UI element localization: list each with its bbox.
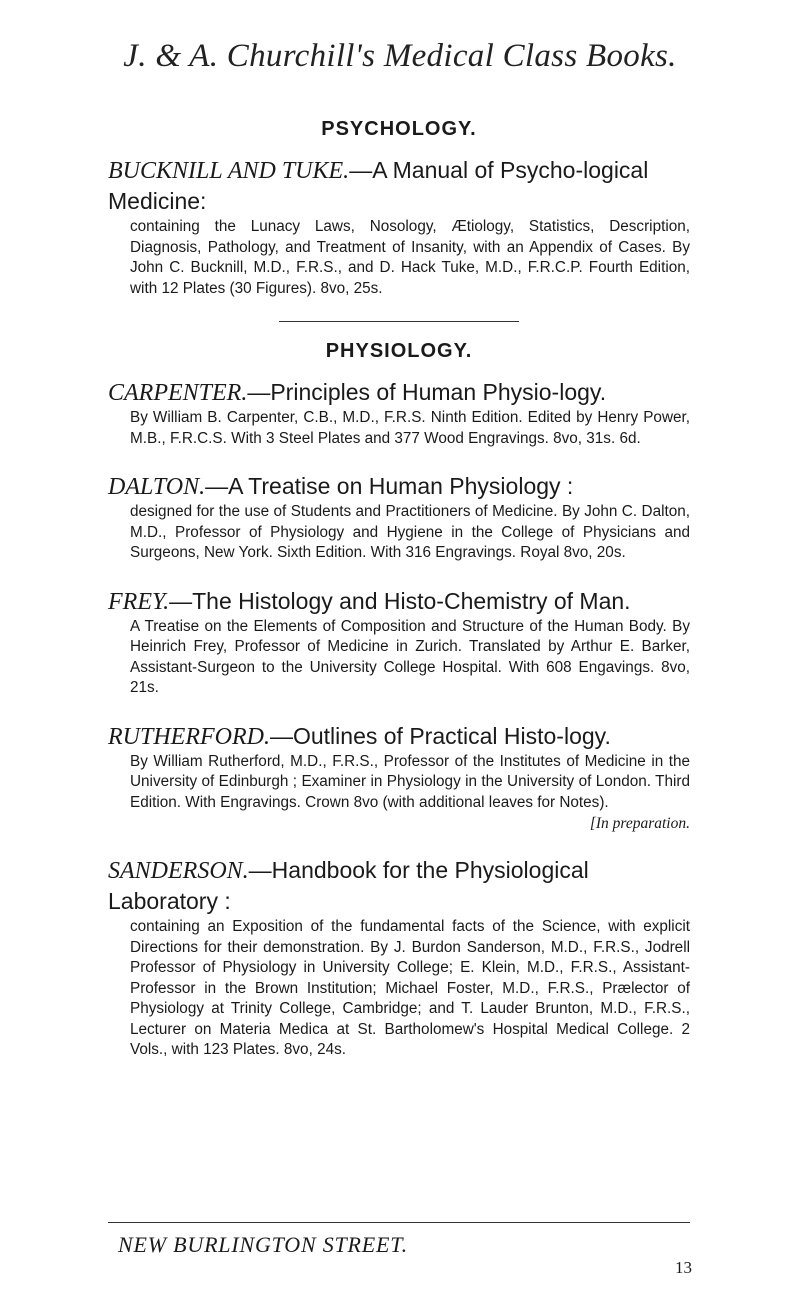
entry-head: [108, 155, 690, 217]
entry-dalton: [108, 471, 690, 564]
entry-head: [108, 855, 690, 917]
entry-author: FREY.: [108, 588, 170, 615]
entry-author: SANDERSON.: [108, 858, 249, 884]
entry-title: —Handbook for the Physiological Laboratory :: [108, 857, 589, 914]
entry-rutherford: [108, 721, 690, 834]
entry-title: —The Histology and Histo-Chemistry of Man.: [169, 587, 631, 614]
page-number: 13: [675, 1258, 692, 1277]
entry-head: [108, 471, 690, 502]
content: [108, 118, 690, 1083]
entry-author: BUCKNILL AND TUKE.: [108, 158, 350, 184]
entry-title: —A Manual of Psycho-logical Medicine:: [108, 157, 649, 214]
footer-divider: [108, 1222, 690, 1223]
section-heading-physiology: PHYSIOLOGY.: [325, 340, 473, 362]
entry-head: [108, 586, 690, 617]
preparation-note: [In preparation.: [589, 815, 690, 832]
entry-body: By William Rutherford, M.D., F.R.S., Professor of the Institutes of Medicine in the University of Edinburgh ; Examiner in Physiology in the University of London. Third Edition. With Engravings. Crown 8vo (with additional leaves for Notes).: [130, 752, 690, 811]
entry-frey: [108, 586, 690, 699]
entry-author: DALTON.: [108, 474, 206, 500]
entry-author: CARPENTER.: [108, 380, 248, 406]
entry-sanderson: [108, 855, 690, 1061]
running-head: J. & A. Churchill's Medical Class Books.: [123, 38, 677, 74]
entry-bucknill: [108, 155, 690, 299]
footer-street: NEW BURLINGTON STREET.: [118, 1232, 408, 1257]
entry-body: A Treatise on the Elements of Composition and Structure of the Human Body. By Heinrich Frey, Professor of Medicine in Zurich. Translated by Arthur E. Barker, Assistant-Surgeon to the University College Hospital. With 608 Engavings. 8vo, 21s.: [130, 617, 690, 696]
entry-body: containing an Exposition of the fundamental facts of the Science, with explicit Directions for their demonstration. By J. Burdon Sanderson, M.D., F.R.S., Jodrell Professor of Physiology in University College; E. Klein, M.D., F.R.S., Assistant-Professor in the Brown Institution; Michael Foster, M.D., F.R.S., Prælector of Physiology at Trinity College, Cambridge; and T. Lauder Brunton, M.D., F.R.S., Lecturer on Materia Medica at St. Bartholomew's Hospital Medical College. 2 Vols., with 123 Plates. 8vo, 24s.: [130, 918, 690, 1058]
entry-title: —Principles of Human Physio-logy.: [247, 379, 607, 405]
section-heading-psychology: PSYCHOLOGY.: [321, 118, 477, 140]
entry-body: By William B. Carpenter, C.B., M.D., F.R.S. Ninth Edition. Edited by Henry Power, M.B., F.R.C.S. With 3 Steel Plates and 377 Wood Engravings. 8vo, 31s. 6d.: [130, 409, 690, 447]
entry-body: designed for the use of Students and Practitioners of Medicine. By John C. Dalton, M.D., Professor of Physiology and Hygiene in the College of Physicians and Surgeons, New York. Sixth Edition. With 316 Engravings. Royal 8vo, 20s.: [130, 503, 690, 561]
entry-head: [108, 377, 690, 408]
entry-head: [108, 721, 690, 752]
entry-title: —Outlines of Practical Histo-logy.: [269, 722, 611, 749]
section-divider: [279, 321, 519, 322]
entry-body: containing the Lunacy Laws, Nosology, Ætiology, Statistics, Description, Diagnosis, Pathology, and Treatment of Insanity, with an Appendix of Cases. By John C. Bucknill, M.D., F.R.S., and D. Hack Tuke, M.D., F.R.C.P. Fourth Edition, with 12 Plates (30 Figures). 8vo, 25s.: [130, 218, 690, 297]
entry-carpenter: [108, 377, 690, 449]
entry-title: —A Treatise on Human Physiology :: [205, 473, 574, 499]
entry-author: RUTHERFORD.: [108, 723, 270, 750]
